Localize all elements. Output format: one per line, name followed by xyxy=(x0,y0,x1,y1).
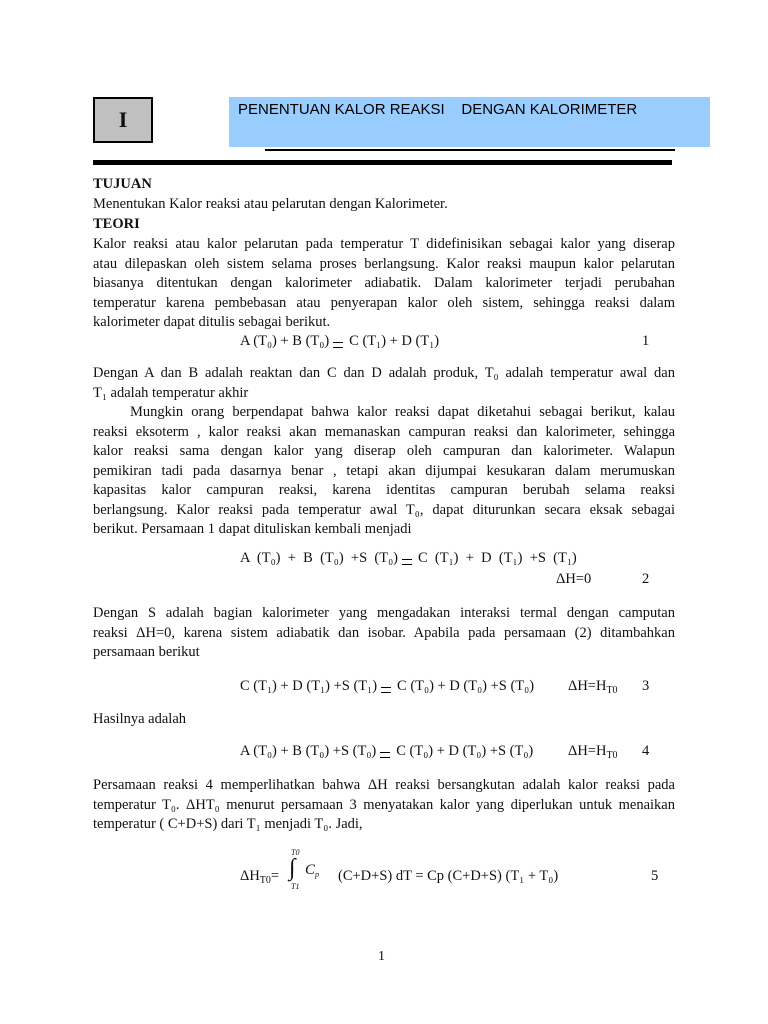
paragraph-line: reaksi ΔH=0, karena sistem adiabatik dan isobar. Apabila pada persamaan (2) ditambahkan xyxy=(93,624,675,641)
equation-4-left: A (T₀) + B (T₀) +S (T₀) xyxy=(240,743,377,759)
equation-5-lhs: $\Delta H_{T0}=$ xyxy=(240,868,280,886)
paragraph-line: Kalor reaksi atau kalor pelarutan pada temperatur T didefinisikan sebagai kalor yang diserap xyxy=(93,236,675,252)
tujuan-text: Menentukan Kalor reaksi atau pelarutan dengan Kalorimeter. xyxy=(93,196,448,212)
equation-3-condition: $\Delta H=H_{T0}$ xyxy=(568,678,618,696)
paragraph-5: Hasilnya adalah xyxy=(93,711,187,727)
paragraph-1 xyxy=(93,235,675,333)
reaction-arrow-icon xyxy=(381,687,391,693)
paragraph-line: kalorimeter dapat ditulis sebagai berikut. xyxy=(93,314,331,330)
equation-1-number: 1 xyxy=(642,333,650,349)
paragraph-line: pemikiran tadi pada dasarnya benar , tetapi akan dijumpai kesukaran dalam merumuskan xyxy=(93,462,675,479)
integral-lower-limit: T1 xyxy=(291,882,300,891)
equation-4 xyxy=(240,743,533,760)
reaction-arrow-icon xyxy=(333,342,343,348)
paragraph-3 xyxy=(93,403,675,540)
paragraph-line: T₁ adalah temperatur akhir xyxy=(93,384,249,401)
paragraph-6 xyxy=(93,776,675,835)
paragraph-line: Persamaan reaksi 4 memperlihatkan bahwa ΔH reaksi bersangkutan adalah kalor reaksi pada xyxy=(93,777,675,793)
equation-4-number: 4 xyxy=(642,743,650,759)
equation-2-right: C (T₁) + D (T₁) +S (T₁) xyxy=(417,550,577,566)
paragraph-line: kalor reaksi sama dengan kalor yang diserap oleh campuran dan kalorimeter. Walapun xyxy=(93,443,675,459)
page-title: PENENTUAN KALOR REAKSI DENGAN KALORIMETER xyxy=(238,101,638,118)
paragraph-line: Dengan A dan B adalah reaktan dan C dan D adalah produk, T₀ adalah temperatur awal dan xyxy=(93,365,675,381)
equation-1 xyxy=(240,333,439,350)
paragraph-line: reaksi eksoterm , kalor reaksi akan memanaskan campuran reaksi dan kalorimeter, sehingga xyxy=(93,423,675,440)
reaction-arrow-icon xyxy=(402,559,412,565)
equation-3-right: C (T₀) + D (T₀) +S (T₀) xyxy=(397,678,535,694)
equation-4-right: C (T₀) + D (T₀) +S (T₀) xyxy=(396,743,534,759)
header-divider xyxy=(93,160,672,165)
equation-2 xyxy=(240,550,577,567)
paragraph-line: Dengan S adalah bagian kalorimeter yang mengadakan interaksi termal dengan camputan xyxy=(93,605,675,621)
equation-2-number: 2 xyxy=(642,571,650,587)
integral-expression xyxy=(289,848,329,892)
equation-3 xyxy=(240,678,534,695)
reaction-arrow-icon xyxy=(380,752,390,758)
paragraph-line: biasanya ditentukan dengan kalorimeter adiabatik. Dalam kalorimeter terjadi perubahan xyxy=(93,275,675,291)
paragraph-line: persamaan berikut xyxy=(93,644,200,660)
paragraph-line: kapasitas kalor campuran reaksi, karena identitas campuran berubah selama reaksi xyxy=(93,482,675,498)
paragraph-line: temperatur karena pembebasan atau penyerapan kalor oleh sistem, sehingga reaksi dalam xyxy=(93,294,675,311)
equation-5-number: 5 xyxy=(651,868,659,884)
paragraph-line: atau dilepaskan oleh sistem selama proses berlangsung. Kalor reaksi maupun kalor pelarutan xyxy=(93,255,675,272)
equation-5-rhs: (C+D+S) dT = Cp (C+D+S) (T₁ + T₀) xyxy=(338,868,559,884)
teori-heading: TEORI xyxy=(93,216,140,232)
paragraph-line: temperatur ( C+D+S) dari T₁ menjadi T₀. Jadi, xyxy=(93,816,363,832)
chapter-number-box xyxy=(93,97,153,143)
equation-1-right: C (T₁) + D (T₁) xyxy=(349,333,440,349)
paragraph-line: berlangsung. Kalor reaksi pada temperatur awal T₀, dapat diturunkan secara eksak sebagai xyxy=(93,501,675,518)
tujuan-heading: TUJUAN xyxy=(93,176,152,192)
integral-upper-limit: T0 xyxy=(291,848,300,857)
integral-sign-icon: ∫ xyxy=(289,855,296,881)
paragraph-line: berikut. Persamaan 1 dapat dituliskan kembali menjadi xyxy=(93,521,412,537)
integrand: $C_p$ xyxy=(305,862,320,879)
equation-1-left: A (T₀) + B (T₀) xyxy=(240,333,330,349)
equation-3-number: 3 xyxy=(642,678,650,694)
page-number: 1 xyxy=(378,949,385,964)
equation-4-condition: $\Delta H=H_{T0}$ xyxy=(568,743,618,761)
paragraph-line: temperatur T₀. ΔHT₀ menurut persamaan 3 menyatakan kalor yang diperlukan untuk menaikan xyxy=(93,796,675,813)
paragraph-4 xyxy=(93,604,675,663)
paragraph-line: Mungkin orang berpendapat bahwa kalor reaksi dapat diketahui sebagai berikut, kalau xyxy=(130,404,675,420)
chapter-number: I xyxy=(118,107,128,132)
paragraph-2 xyxy=(93,364,675,403)
title-underline xyxy=(265,149,675,151)
equation-2-left: A (T₀) + B (T₀) +S (T₀) xyxy=(240,550,398,566)
equation-2-condition: ΔH=0 xyxy=(556,571,592,587)
equation-3-left: C (T₁) + D (T₁) +S (T₁) xyxy=(240,678,378,694)
